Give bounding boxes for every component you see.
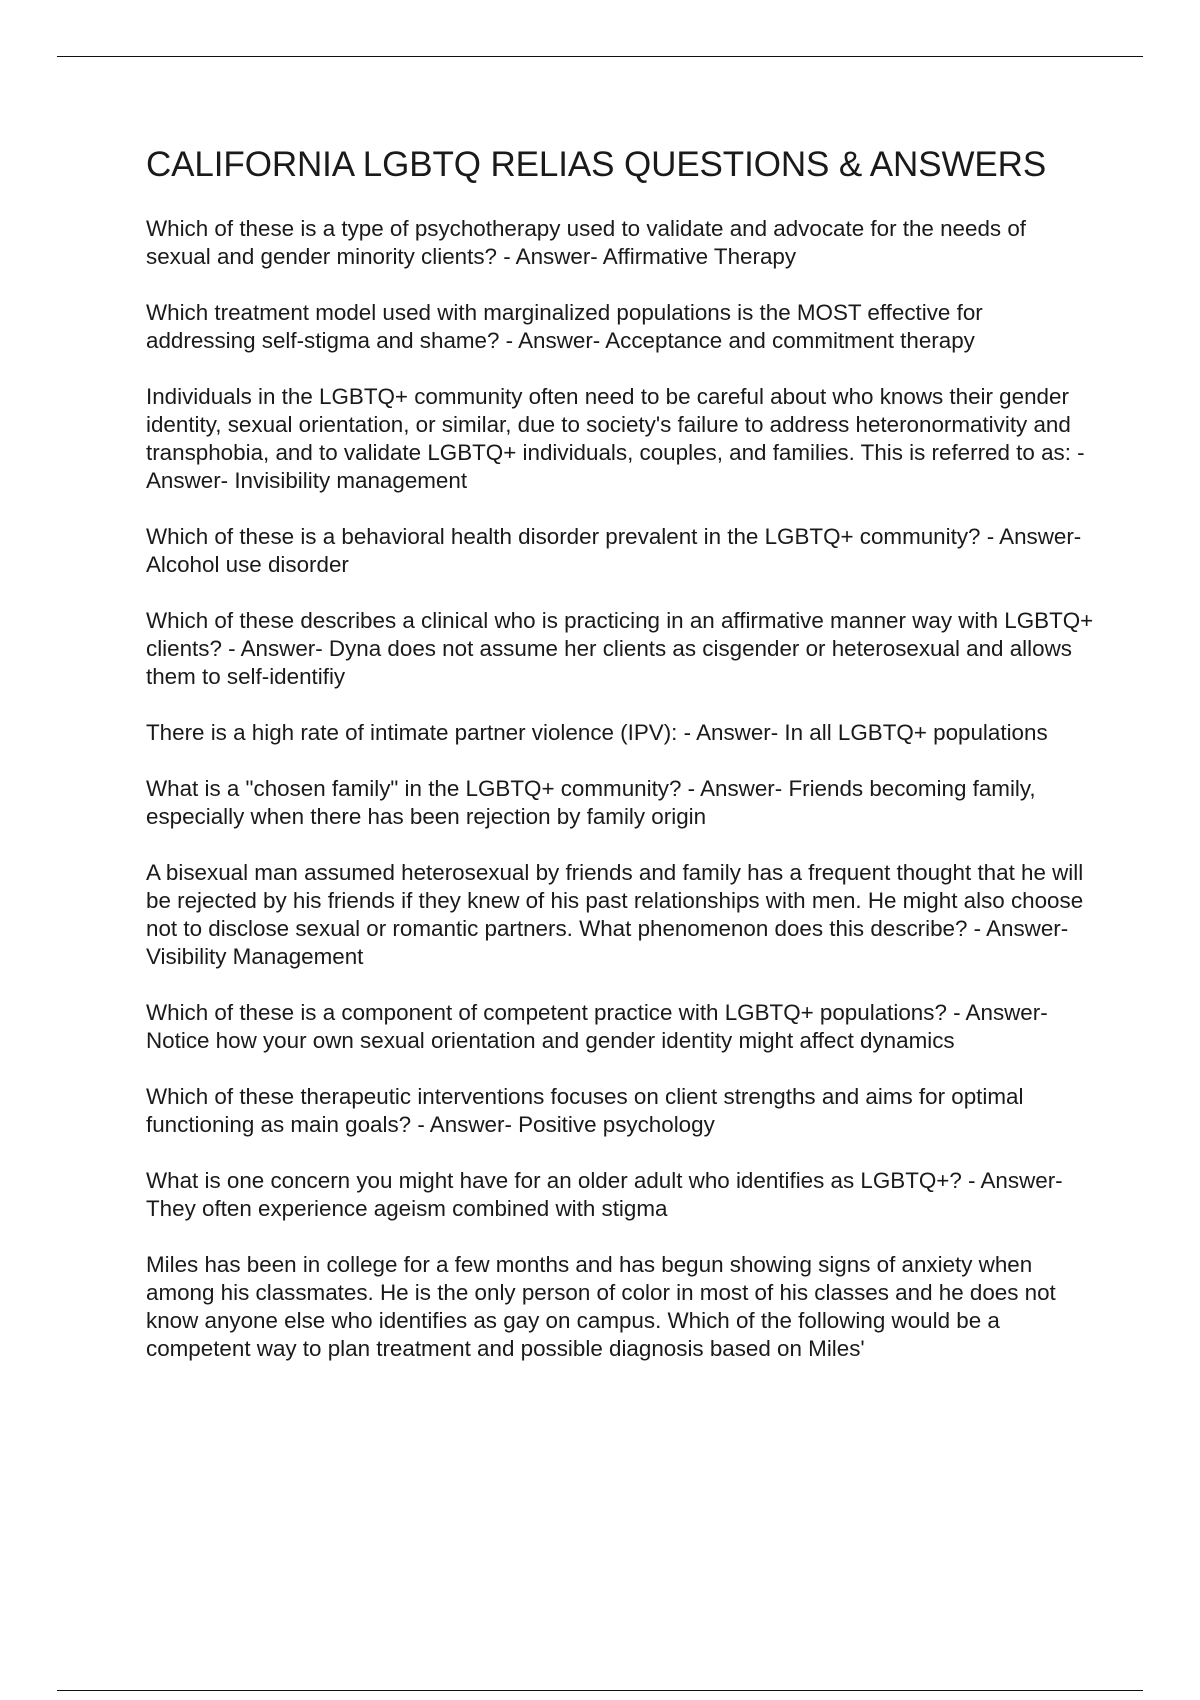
qa-item-10: Which of these therapeutic interventions focuses on client strengths and aims for optimal functioning as main goals? - Answer- Positive psychology [146, 1084, 1024, 1137]
qa-item-6: There is a high rate of intimate partner violence (IPV): - Answer- In all LGBTQ+ populations [146, 720, 1048, 745]
qa-item-9: Which of these is a component of competent practice with LGBTQ+ populations? - Answer- Notice how your own sexual orientation and gender identity might affect dynamics [146, 1000, 1048, 1053]
bottom-divider [57, 1690, 1143, 1691]
qa-item-5: Which of these describes a clinical who is practicing in an affirmative manner way with LGBTQ+ clients? - Answer- Dyna does not assume her clients as cisgender or heterosexual and allows them to self-identifiy [146, 608, 1094, 689]
qa-item-11: What is one concern you might have for an older adult who identifies as LGBTQ+? - Answer- They often experience ageism combined with stigma [146, 1168, 1063, 1221]
document-title: CALIFORNIA LGBTQ RELIAS QUESTIONS & ANSWERS [146, 145, 1047, 184]
qa-item-2: Which treatment model used with marginalized populations is the MOST effective for addressing self-stigma and shame? - Answer- Acceptance and commitment therapy [146, 300, 983, 353]
qa-item-7: What is a "chosen family" in the LGBTQ+ community? - Answer- Friends becoming family, especially when there has been rejection by family origin [146, 776, 1036, 829]
qa-item-3: Individuals in the LGBTQ+ community often need to be careful about who knows their gender identity, sexual orientation, or similar, due to society's failure to address heteronormativity and transphobia, and to validate LGBTQ+ individuals, couples, and families. This is referred to as: - Answer- Invisibility management [146, 384, 1085, 493]
document-body [146, 145, 1096, 1391]
qa-item-12: Miles has been in college for a few months and has begun showing signs of anxiety when among his classmates. He is the only person of color in most of his classes and he does not know anyone else who identifies as gay on campus. Which of the following would be a competent way to plan treatment and possible diagnosis based on Miles' [146, 1252, 1056, 1361]
top-divider [57, 56, 1143, 57]
qa-item-1: Which of these is a type of psychotherapy used to validate and advocate for the needs of sexual and gender minority clients? - Answer- Affirmative Therapy [146, 216, 1027, 269]
qa-item-4: Which of these is a behavioral health disorder prevalent in the LGBTQ+ community? - Answer- Alcohol use disorder [146, 524, 1082, 577]
qa-item-8: A bisexual man assumed heterosexual by friends and family has a frequent thought that he will be rejected by his friends if they knew of his past relationships with men. He might also choose not to disclose sexual or romantic partners. What phenomenon does this describe? - Answer- Visibility Management [146, 860, 1084, 969]
